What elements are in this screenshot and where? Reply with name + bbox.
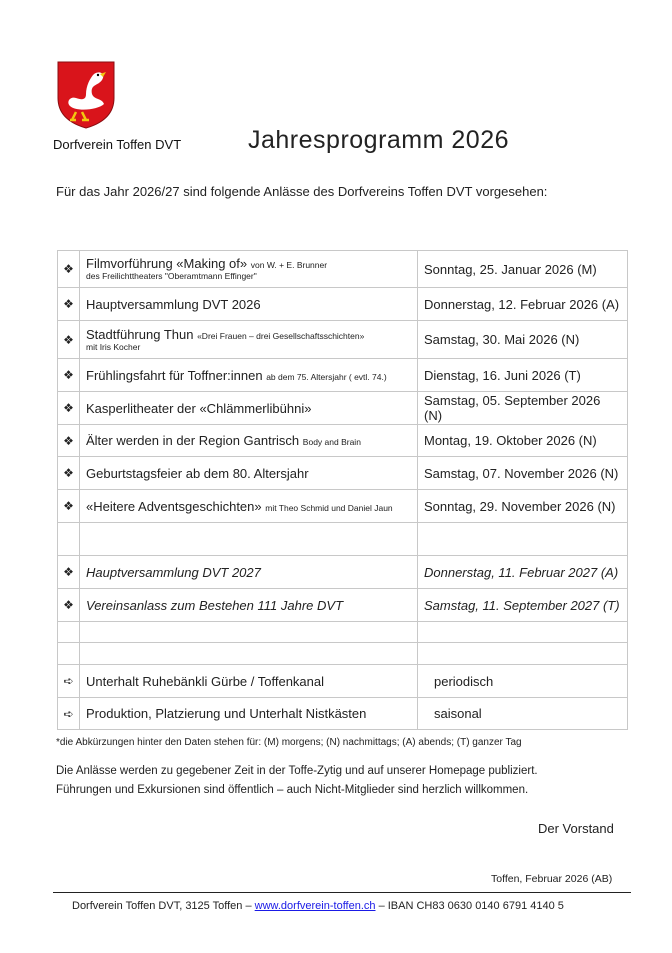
event-subtitle: «Drei Frauen – drei Gesellschaftsschichten» bbox=[197, 330, 365, 341]
table-row bbox=[58, 698, 628, 730]
table-row bbox=[58, 589, 628, 622]
footer-org: Dorfverein Toffen DVT, 3125 Toffen – bbox=[72, 900, 252, 912]
event-date: Samstag, 05. September 2026 (N) bbox=[418, 392, 628, 425]
task-frequency: saisonal bbox=[418, 698, 628, 730]
signature: Der Vorstand bbox=[538, 821, 614, 836]
table-row bbox=[58, 288, 628, 321]
event-title bbox=[80, 490, 418, 523]
note-line: Führungen und Exkursionen sind öffentlich – auch Nicht-Mitglieder sind herzlich willkommen. bbox=[56, 784, 529, 796]
event-date: Samstag, 30. Mai 2026 (N) bbox=[418, 321, 628, 359]
event-name: Filmvorführung «Making of» bbox=[86, 256, 248, 271]
arrow-bullet-icon: ➪ bbox=[58, 698, 80, 730]
table-row bbox=[58, 425, 628, 457]
event-title bbox=[80, 251, 418, 288]
diamond-bullet-icon: ❖ bbox=[58, 589, 80, 622]
event-name: Kasperlitheater der «Chlämmerlibühni» bbox=[80, 392, 418, 425]
empty-row bbox=[58, 523, 628, 556]
event-name: Vereinsanlass zum Bestehen 111 Jahre DVT bbox=[80, 589, 418, 622]
arrow-bullet-icon: ➪ bbox=[58, 665, 80, 698]
empty-row bbox=[58, 622, 628, 643]
footer-iban: – IBAN CH83 0630 0140 6791 4140 5 bbox=[378, 900, 564, 912]
table-row bbox=[58, 359, 628, 392]
event-date: Samstag, 07. November 2026 (N) bbox=[418, 457, 628, 490]
note-line: Die Anlässe werden zu gegebener Zeit in der Toffe-Zytig und auf unserer Homepage publiziert. bbox=[56, 765, 538, 777]
diamond-bullet-icon: ❖ bbox=[58, 288, 80, 321]
table-row bbox=[58, 665, 628, 698]
event-date: Donnerstag, 11. Februar 2027 (A) bbox=[418, 556, 628, 589]
table-row bbox=[58, 490, 628, 523]
event-date: Sonntag, 29. November 2026 (N) bbox=[418, 490, 628, 523]
event-date: Sonntag, 25. Januar 2026 (M) bbox=[418, 251, 628, 288]
event-name: «Heitere Adventsgeschichten» bbox=[86, 498, 262, 514]
organization-name: Dorfverein Toffen DVT bbox=[53, 137, 182, 152]
intro-text: Für das Jahr 2026/27 sind folgende Anlässe des Dorfvereins Toffen DVT vorgesehen: bbox=[56, 184, 548, 199]
diamond-bullet-icon: ❖ bbox=[58, 359, 80, 392]
event-title bbox=[80, 321, 418, 359]
event-date: Samstag, 11. September 2027 (T) bbox=[418, 589, 628, 622]
coat-of-arms-logo bbox=[56, 60, 116, 130]
table-row bbox=[58, 556, 628, 589]
table-row bbox=[58, 392, 628, 425]
task-name: Produktion, Platzierung und Unterhalt Nistkästen bbox=[80, 698, 418, 730]
event-name: Stadtführung Thun bbox=[86, 326, 194, 342]
table-row bbox=[58, 457, 628, 490]
event-subtitle-line: mit Iris Kocher bbox=[86, 341, 141, 352]
task-frequency: periodisch bbox=[418, 665, 628, 698]
website-link[interactable]: www.dorfverein-toffen.ch bbox=[254, 900, 376, 912]
diamond-bullet-icon: ❖ bbox=[58, 425, 80, 457]
event-name: Hauptversammlung DVT 2026 bbox=[80, 288, 418, 321]
event-date: Donnerstag, 12. Februar 2026 (A) bbox=[418, 288, 628, 321]
event-title bbox=[80, 359, 418, 392]
event-name: Frühlingsfahrt für Toffner:innen bbox=[86, 367, 263, 383]
event-program-table bbox=[57, 250, 628, 730]
event-subtitle: von W. + E. Brunner bbox=[250, 260, 328, 270]
place-date: Toffen, Februar 2026 (AB) bbox=[491, 873, 613, 885]
event-name: Geburtstagsfeier ab dem 80. Altersjahr bbox=[80, 457, 418, 490]
event-name: Hauptversammlung DVT 2027 bbox=[80, 556, 418, 589]
table-row bbox=[58, 251, 628, 288]
footer bbox=[72, 900, 564, 912]
notes bbox=[56, 762, 538, 800]
event-subtitle-line: des Freilichttheaters "Oberamtmann Effinger" bbox=[86, 271, 257, 281]
event-name: Älter werden in der Region Gantrisch bbox=[86, 433, 300, 448]
diamond-bullet-icon: ❖ bbox=[58, 457, 80, 490]
page-title: Jahresprogramm 2026 bbox=[248, 126, 510, 154]
event-title bbox=[80, 425, 418, 457]
diamond-bullet-icon: ❖ bbox=[58, 392, 80, 425]
table-row bbox=[58, 321, 628, 359]
event-subtitle: mit Theo Schmid und Daniel Jaun bbox=[265, 502, 393, 513]
footer-divider bbox=[53, 892, 631, 893]
diamond-bullet-icon: ❖ bbox=[58, 251, 80, 288]
event-date: Dienstag, 16. Juni 2026 (T) bbox=[418, 359, 628, 392]
event-subtitle: Body and Brain bbox=[302, 437, 361, 447]
diamond-bullet-icon: ❖ bbox=[58, 556, 80, 589]
event-subtitle: ab dem 75. Altersjahr ( evtl. 74.) bbox=[266, 371, 387, 382]
diamond-bullet-icon: ❖ bbox=[58, 321, 80, 359]
empty-row bbox=[58, 643, 628, 665]
task-name: Unterhalt Ruhebänkli Gürbe / Toffenkanal bbox=[80, 665, 418, 698]
abbreviation-footnote: *die Abkürzungen hinter den Daten stehen für: (M) morgens; (N) nachmittags; (A) abends; (T) ganzer Tag bbox=[56, 737, 522, 748]
event-date: Montag, 19. Oktober 2026 (N) bbox=[418, 425, 628, 457]
diamond-bullet-icon: ❖ bbox=[58, 490, 80, 523]
